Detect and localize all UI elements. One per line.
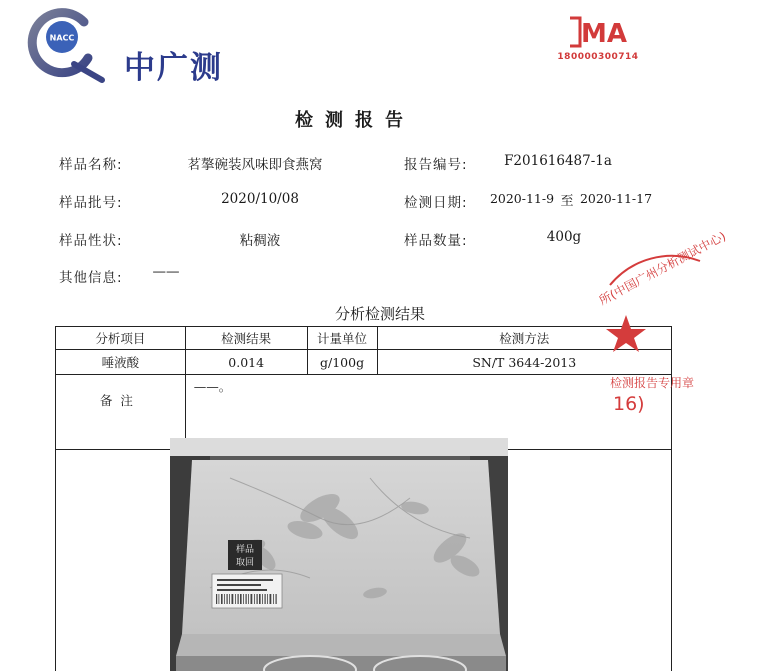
quantity-value: 400g [546, 229, 582, 245]
cell-result: 0.014 [185, 350, 307, 375]
cell-item: 唾液酸 [56, 350, 186, 375]
test-date-start: 2020-11-9 [489, 191, 555, 206]
nacc-logo-text: NACC [49, 33, 75, 43]
report-no-label: 报告编号: [404, 157, 468, 173]
cell-unit: g/100g [307, 350, 377, 375]
header-result: 检测结果 [185, 327, 307, 350]
other-info-value: —— [152, 264, 180, 280]
batch-label: 样品批号: [59, 195, 123, 211]
remark-value: ——。 [185, 375, 671, 450]
other-info-label: 其他信息: [59, 270, 123, 286]
report-title: 检测报告 [295, 110, 415, 131]
test-date-end: 2020-11-17 [579, 191, 653, 206]
cell-method: SN/T 3644-2013 [377, 350, 671, 375]
report-no-value: F201616487-1a [504, 153, 612, 169]
nacc-logo-icon [22, 2, 102, 82]
test-date-label: 检测日期: [404, 195, 468, 211]
remark-label: 备注 [56, 375, 186, 450]
cma-number: 180000300714 [557, 52, 639, 62]
header-unit: 计量单位 [307, 327, 377, 350]
results-title: 分析检测结果 [334, 305, 425, 323]
state-label: 样品性状: [59, 233, 123, 249]
brand-name: 中广测 [124, 50, 223, 86]
header-method: 检测方法 [377, 327, 671, 350]
state-value: 粘稠液 [239, 233, 281, 249]
results-header-row [56, 327, 672, 350]
sample-name-value: 茗摮碗装风味即食燕窝 [187, 157, 323, 173]
sample-photo [170, 438, 508, 671]
seal-side-text: 检测报告专用章 [610, 376, 695, 390]
table-row [56, 350, 672, 375]
header-item: 分析项目 [56, 327, 186, 350]
quantity-label: 样品数量: [404, 233, 468, 249]
seal-number: 16) [613, 393, 645, 415]
batch-value: 2020/10/08 [221, 191, 299, 207]
sample-name-label: 样品名称: [59, 157, 123, 173]
photo-label-line2: 取回 [235, 558, 255, 568]
cma-logo-text: MA [581, 19, 627, 49]
seal-top-text: 所(中国广州分析测试中心) [596, 228, 729, 308]
photo-label-line1: 样品 [235, 545, 255, 555]
test-date-separator: 至 [560, 194, 574, 209]
cma-logo-icon [564, 12, 634, 52]
